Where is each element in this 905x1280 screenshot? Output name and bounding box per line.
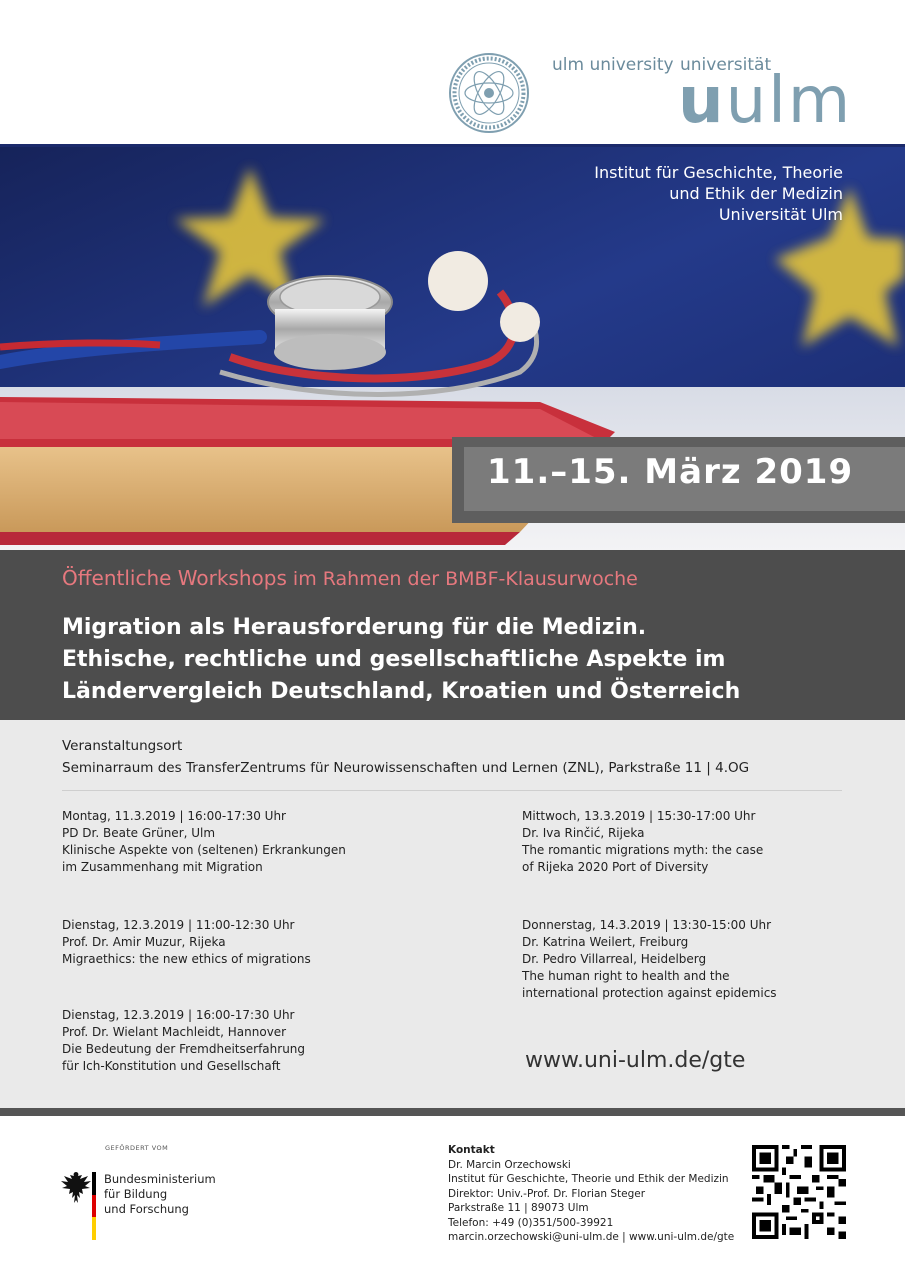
university-name-de: universität	[680, 55, 772, 75]
logo-ulm: ulm	[725, 64, 853, 138]
event-monday	[62, 808, 346, 876]
institute-line-1: Institut für Geschichte, Theorie	[594, 163, 843, 182]
event-title-line-1: Klinische Aspekte von (seltenen) Erkrankungen	[62, 843, 346, 857]
event-speaker: Prof. Dr. Amir Muzur, Rijeka	[62, 935, 226, 949]
event-title-line-1: The romantic migrations myth: the case	[522, 843, 764, 857]
subtitle-rest: im Rahmen der BMBF-Klausurwoche	[286, 568, 638, 590]
contact-phone: Telefon: +49 (0)351/500-39921	[448, 1216, 614, 1229]
institute-name	[594, 162, 843, 225]
bmbf-logo-text	[104, 1172, 216, 1217]
website-link[interactable]: www.uni-ulm.de/gte	[525, 1048, 746, 1073]
federal-eagle-icon	[60, 1170, 92, 1206]
subtitle	[62, 566, 638, 590]
bmbf-line-2: für Bildung	[104, 1187, 168, 1201]
event-date-time: Montag, 11.3.2019 | 16:00-17:30 Uhr	[62, 809, 286, 823]
contact-institute: Institut für Geschichte, Theorie und Ethik der Medizin	[448, 1173, 729, 1185]
event-title-line-2: für Ich-Konstitution und Gesellschaft	[62, 1059, 281, 1073]
event-title-line-1: Migraethics: the new ethics of migrations	[62, 952, 311, 966]
event-tuesday-afternoon	[62, 1007, 305, 1075]
event-speaker: PD Dr. Beate Grüner, Ulm	[62, 826, 216, 840]
venue-label: Veranstaltungsort	[62, 738, 183, 754]
venue-text: Seminarraum des TransferZentrums für Neurowissenschaften und Lernen (ZNL), Parkstraße 11 | 4.OG	[62, 760, 750, 776]
event-speaker: Dr. Iva Rinčić, Rijeka	[522, 826, 645, 840]
contact-email-web[interactable]: marcin.orzechowski@uni-ulm.de | www.uni-ulm.de/gte	[448, 1231, 735, 1243]
university-logo-wordmark	[678, 64, 852, 138]
event-speaker: Prof. Dr. Wielant Machleidt, Hannover	[62, 1025, 287, 1039]
institute-line-3: Universität Ulm	[718, 205, 843, 224]
contact-director: Direktor: Univ.-Prof. Dr. Florian Steger	[448, 1187, 646, 1200]
german-flag-stripe-icon	[92, 1172, 96, 1240]
bmbf-line-3: und Forschung	[104, 1202, 189, 1216]
event-date-time: Donnerstag, 14.3.2019 | 13:30-15:00 Uhr	[522, 918, 772, 932]
event-date-time: Dienstag, 12.3.2019 | 11:00-12:30 Uhr	[62, 918, 295, 932]
main-title-line-2: Ethische, rechtliche und gesellschaftliche Aspekte im	[62, 647, 726, 672]
event-title-line-1: The human right to health and the	[522, 969, 730, 983]
event-title-line-1: Die Bedeutung der Fremdheitserfahrung	[62, 1042, 306, 1056]
event-title-line-2: im Zusammenhang mit Migration	[62, 860, 263, 874]
event-speaker-2: Dr. Pedro Villarreal, Heidelberg	[522, 952, 707, 966]
event-speaker: Dr. Katrina Weilert, Freiburg	[522, 935, 689, 949]
university-name-en: ulm university	[552, 55, 674, 75]
main-title-line-3: Ländervergleich Deutschland, Kroatien und Österreich	[62, 679, 741, 704]
institute-line-2: und Ethik der Medizin	[669, 184, 843, 203]
footer-divider	[0, 1108, 905, 1116]
contact-name: Dr. Marcin Orzechowski	[448, 1158, 571, 1171]
contact-label: Kontakt	[448, 1144, 495, 1156]
event-wednesday	[522, 808, 763, 876]
event-title-line-2: international protection against epidemics	[522, 986, 777, 1000]
event-thursday	[522, 917, 777, 1002]
venue-divider	[62, 790, 842, 791]
funded-by-label: GEFÖRDERT VOM	[105, 1144, 169, 1152]
main-title-line-1: Migration als Herausforderung für die Medizin.	[62, 615, 647, 640]
contact-address: Parkstraße 11 | 89073 Ulm	[448, 1202, 589, 1214]
event-date-time: Mittwoch, 13.3.2019 | 15:30-17:00 Uhr	[522, 809, 756, 823]
contact-block	[448, 1143, 734, 1245]
event-title-line-2: of Rijeka 2020 Port of Diversity	[522, 860, 709, 874]
event-date: 11.–15. März 2019	[487, 452, 854, 492]
university-seal-icon	[448, 52, 530, 134]
qr-code-icon	[752, 1145, 846, 1239]
event-tuesday-morning	[62, 917, 311, 968]
event-date-time: Dienstag, 12.3.2019 | 16:00-17:30 Uhr	[62, 1008, 295, 1022]
subtitle-highlight: Öffentliche Workshops	[62, 566, 287, 590]
bmbf-line-1: Bundesministerium	[104, 1172, 216, 1186]
main-title	[62, 612, 882, 708]
logo-u: u	[678, 64, 726, 138]
